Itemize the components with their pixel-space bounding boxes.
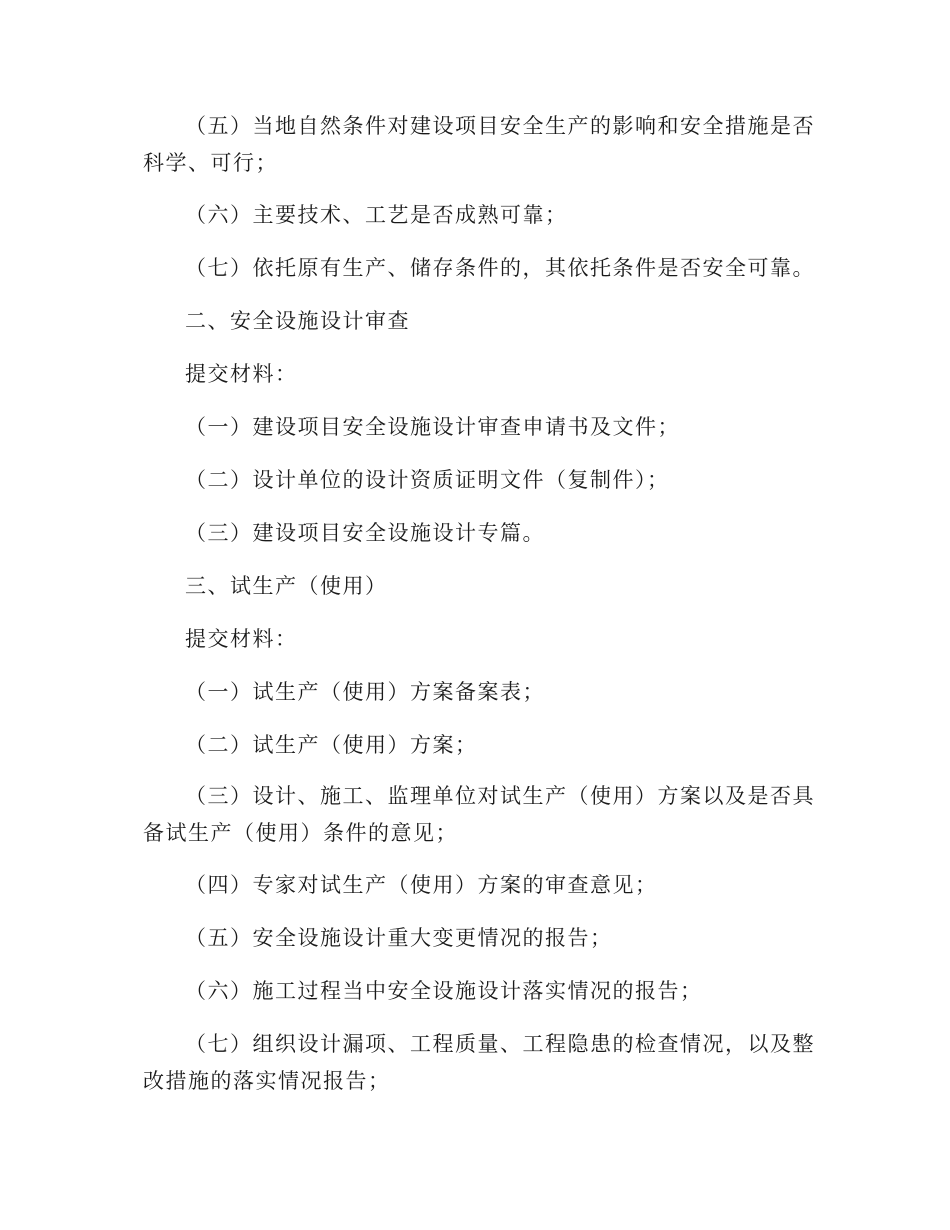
text-line: （一）建设项目安全设施设计审查申请书及文件；	[185, 415, 680, 439]
text-line: 二、安全设施设计审查	[185, 309, 410, 333]
text-line: （三）建设项目安全设施设计专篇。	[185, 521, 545, 545]
text-line: （五）当地自然条件对建设项目安全生产的影响和安全措施是否	[185, 114, 815, 138]
text-line: 科学、可行；	[143, 151, 278, 175]
text-line: （六）施工过程当中安全设施设计落实情况的报告；	[185, 979, 703, 1003]
paragraph	[143, 356, 803, 393]
paragraph	[143, 778, 815, 852]
paragraph	[143, 674, 803, 711]
paragraph	[143, 462, 803, 499]
paragraph	[143, 920, 803, 957]
text-line: （五）安全设施设计重大变更情况的报告；	[185, 926, 613, 950]
paragraph	[143, 867, 803, 904]
paragraph	[143, 197, 803, 234]
text-line: 三、试生产（使用）	[185, 574, 388, 598]
text-line: （七）依托原有生产、储存条件的，其依托条件是否安全可靠。	[185, 256, 815, 280]
text-line: （二）试生产（使用）方案；	[185, 733, 478, 757]
paragraph	[143, 409, 803, 446]
text-line: （三）设计、施工、监理单位对试生产（使用）方案以及是否具	[185, 784, 815, 808]
paragraph	[143, 1026, 815, 1100]
paragraph	[143, 515, 803, 552]
section-heading	[143, 303, 803, 340]
paragraph	[143, 727, 803, 764]
text-line: （二）设计单位的设计资质证明文件（复制件）；	[185, 468, 670, 492]
paragraph	[143, 621, 803, 658]
section-heading	[143, 568, 803, 605]
text-line: （六）主要技术、工艺是否成熟可靠；	[185, 203, 568, 227]
paragraph	[143, 108, 815, 182]
text-line: 改措施的落实情况报告；	[143, 1069, 391, 1093]
text-line: 提交材料：	[185, 627, 298, 651]
paragraph	[143, 250, 815, 287]
text-line: （七）组织设计漏项、工程质量、工程隐患的检查情况，以及整	[185, 1032, 815, 1056]
paragraph	[143, 973, 803, 1010]
text-line: 备试生产（使用）条件的意见；	[143, 821, 458, 845]
text-line: （一）试生产（使用）方案备案表；	[185, 680, 545, 704]
text-line: 提交材料：	[185, 362, 298, 386]
text-line: （四）专家对试生产（使用）方案的审查意见；	[185, 873, 658, 897]
